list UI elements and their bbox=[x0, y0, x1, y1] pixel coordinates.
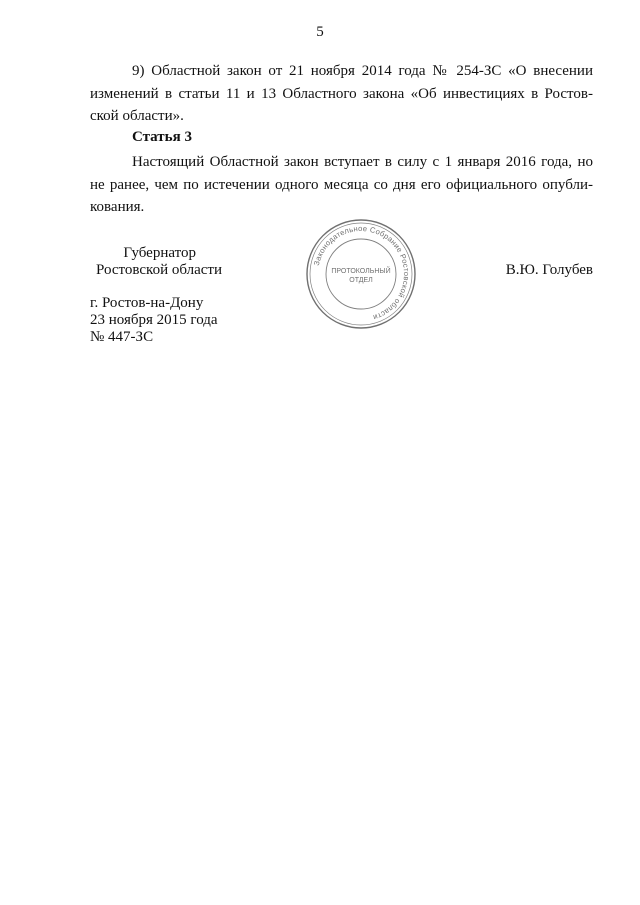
signatory-name: В.Ю. Голубев bbox=[505, 262, 593, 278]
law-number: № 447-ЗС bbox=[90, 329, 154, 345]
signatory-block bbox=[90, 245, 222, 279]
law-date: 23 ноября 2015 года bbox=[90, 312, 218, 328]
item-9-line-3: ской области». bbox=[90, 108, 184, 124]
article-line-3: кования. bbox=[90, 199, 145, 215]
signatory-title: Губернатор bbox=[123, 245, 196, 261]
stamp-center-line-2: ОТДЕЛ bbox=[349, 277, 373, 284]
stamp-center-line-1: ПРОТОКОЛЬНЫЙ bbox=[331, 268, 391, 275]
stamp-ring-text: Законодательное Собрание Ростовской области bbox=[311, 223, 412, 323]
item-9-paragraph bbox=[90, 60, 593, 128]
article-heading: Статья 3 bbox=[132, 129, 192, 145]
article-line-1: Настоящий Областной закон вступает в силу с 1 января 2016 года, но bbox=[132, 154, 593, 170]
item-9-line-2: изменений в статьи 11 и 13 Областного закона «Об инвестициях в Ростов- bbox=[90, 85, 593, 102]
place-date-block bbox=[90, 295, 218, 346]
item-9-line-1: 9) Областной закон от 21 ноября 2014 года № 254-ЗС «О внесении bbox=[132, 63, 593, 79]
article-paragraph bbox=[90, 151, 593, 219]
signatory-region: Ростовской области bbox=[96, 262, 222, 278]
page-number: 5 bbox=[316, 24, 324, 40]
official-stamp bbox=[305, 218, 417, 330]
place-city: г. Ростов-на-Дону bbox=[90, 295, 204, 311]
article-line-2: не ранее, чем по истечении одного месяца со дня его официального опубли- bbox=[90, 176, 593, 193]
